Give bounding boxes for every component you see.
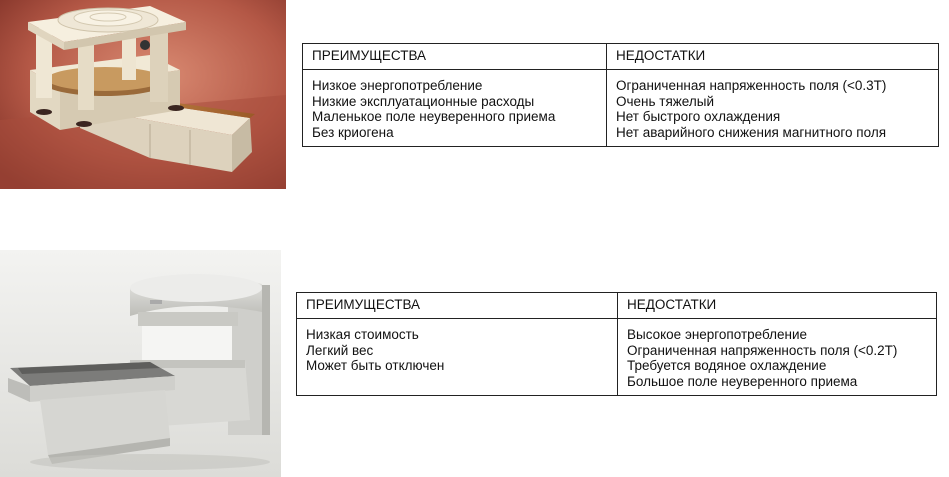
list-item: Без криогена — [312, 124, 394, 140]
table-row — [297, 319, 937, 396]
resistive-magnet-comparison-table — [296, 292, 937, 396]
disadvantages-cell — [607, 70, 939, 147]
list-item: Высокое энергопотребление — [627, 327, 808, 342]
disadvantages-header: НЕДОСТАТКИ — [618, 293, 937, 319]
list-item: Может быть отключен — [306, 358, 445, 373]
disadvantages-header: НЕДОСТАТКИ — [607, 44, 939, 70]
list-item: Большое поле неуверенного приема — [627, 373, 858, 389]
list-item: Низкое энергопотребление — [312, 78, 483, 93]
advantages-header: ПРЕИМУЩЕСТВА — [303, 44, 607, 70]
list-item: Низкая стоимость — [306, 327, 419, 342]
list-item: Ограниченная напряженность поля (<0.2T) — [627, 342, 898, 358]
list-item: Ограниченная напряженность поля (<0.3T) — [616, 78, 887, 93]
table-row — [303, 70, 939, 147]
list-item: Маленькое поле неуверенного приема — [312, 109, 556, 124]
list-item: Нет быстрого охлаждения — [616, 109, 781, 124]
table-header-row — [303, 44, 939, 70]
list-item: Очень тяжелый — [616, 93, 714, 109]
resistive-open-mri-photo — [0, 250, 281, 477]
advantages-cell — [297, 319, 618, 396]
advantages-header: ПРЕИМУЩЕСТВА — [297, 293, 618, 319]
table-header-row — [297, 293, 937, 319]
list-item: Требуется водяное охлаждение — [627, 358, 827, 373]
list-item: Легкий вес — [306, 342, 374, 358]
advantages-cell — [303, 70, 607, 147]
list-item: Низкие эксплуатационные расходы — [312, 93, 535, 109]
list-item: Нет аварийного снижения магнитного поля — [616, 124, 887, 140]
permanent-magnet-comparison-table — [302, 43, 939, 147]
permanent-magnet-mri-photo — [0, 0, 286, 189]
disadvantages-cell — [618, 319, 937, 396]
